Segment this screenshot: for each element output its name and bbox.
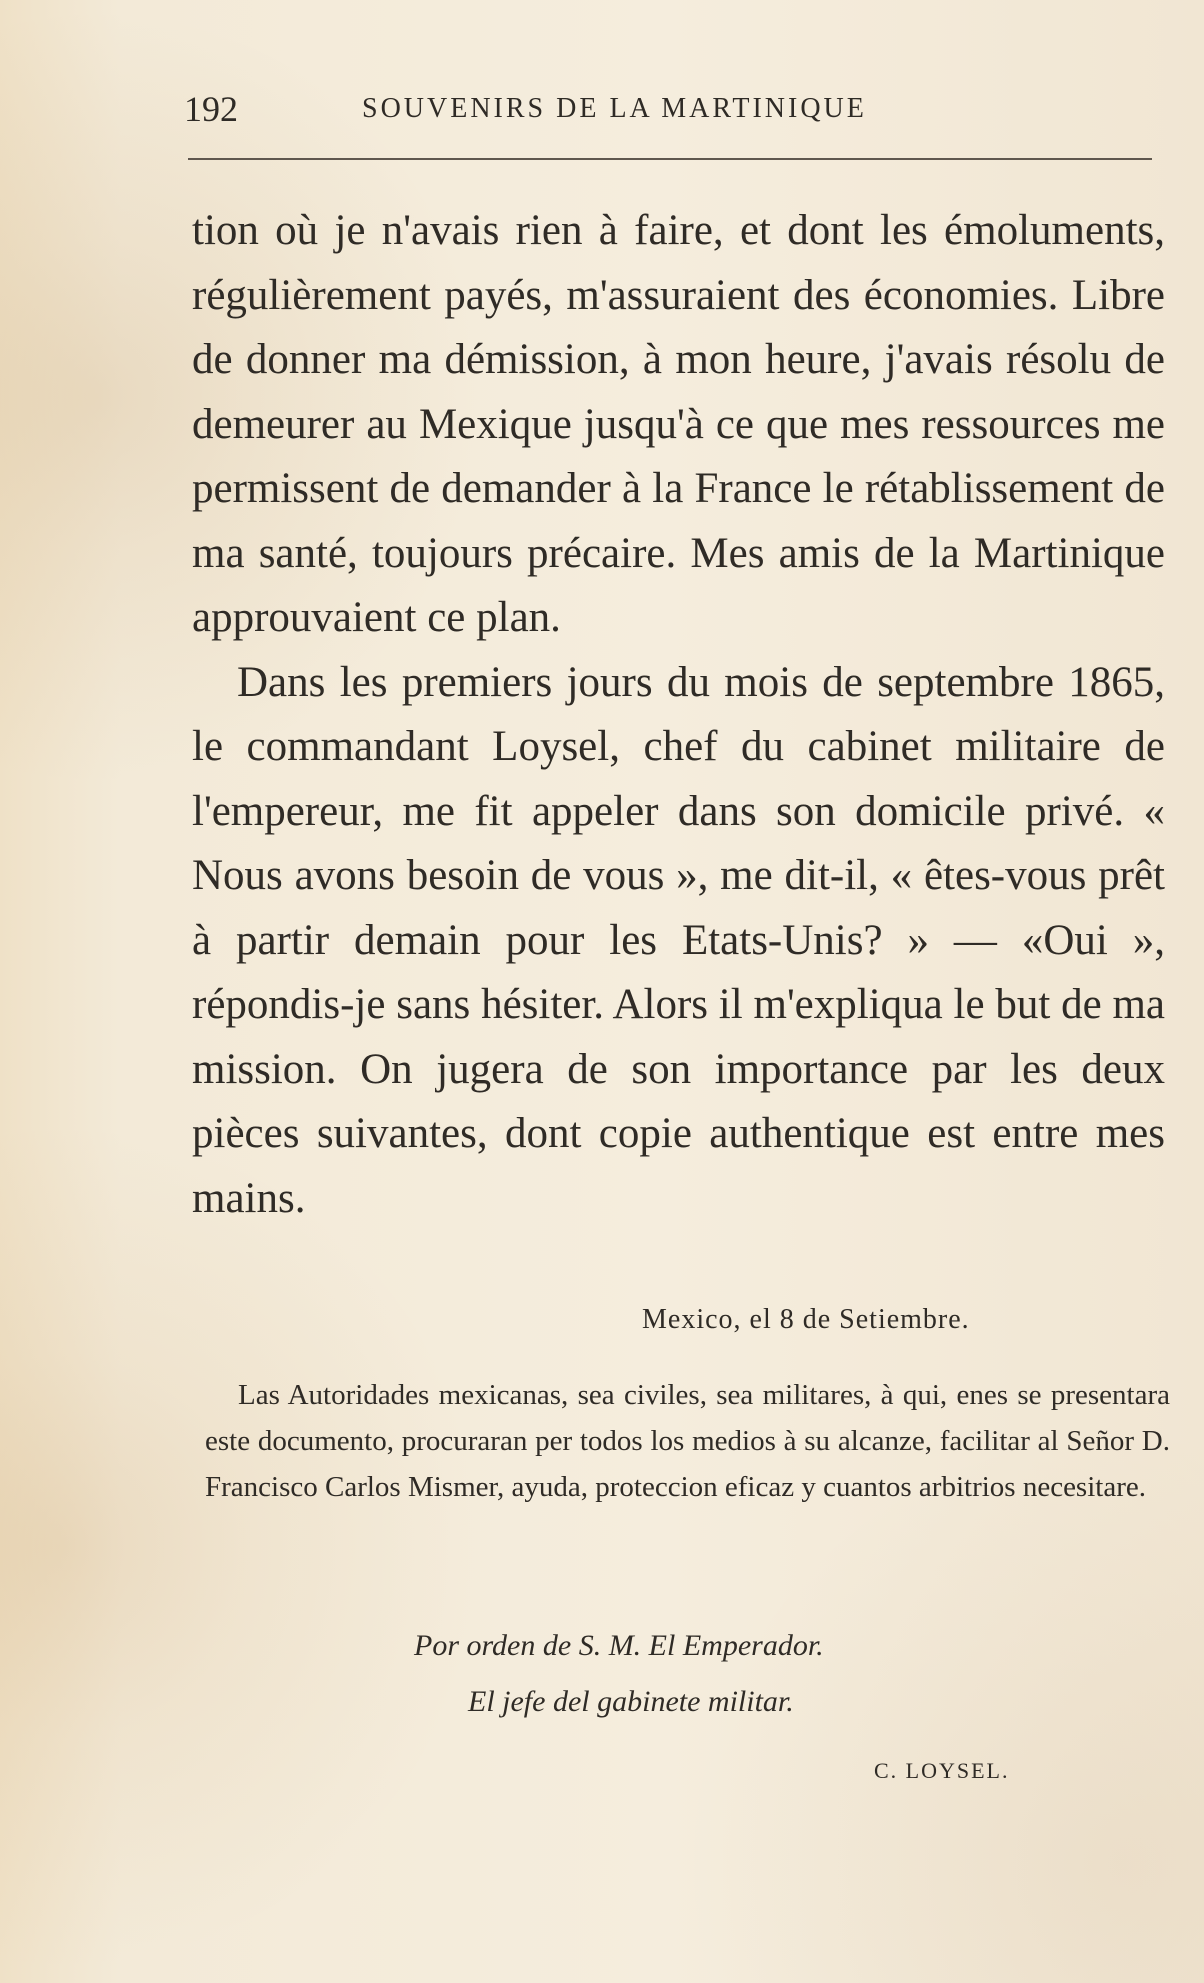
- signature-line-2: El jefe del gabinete militar.: [468, 1685, 794, 1718]
- header-rule: [188, 158, 1152, 160]
- document-text-block: [205, 1372, 1170, 1510]
- main-text: [192, 199, 1165, 1231]
- signer-name: C. LOYSEL.: [874, 1758, 1010, 1783]
- signature-line-1: Por orden de S. M. El Emperador.: [414, 1629, 824, 1662]
- document-paragraph: Las Autoridades mexicanas, sea civiles, sea militares, à qui, enes se presentara este documento, procuraran per todos los medios à su alcanze, facilitar al Señor D. Francisco Carlos Mismer, ayuda, proteccion eficaz y cuantos arbitrios necesitare.: [205, 1379, 1170, 1503]
- page-number: 192: [184, 89, 238, 129]
- paragraph-1: tion où je n'avais rien à faire, et dont les émoluments, régulièrement payés, m'assuraient des économies. Libre de donner ma démission, à mon heure, j'avais résolu de demeurer au Mexique jusqu'à ce que mes ressources me permissent de demander à la France le rétablissement de ma santé, toujours précaire. Mes amis de la Martinique approuvaient ce plan.: [192, 207, 1165, 641]
- page-header: [184, 88, 1152, 130]
- paragraph-2: Dans les premiers jours du mois de septembre 1865, le commandant Loysel, chef du cabinet militaire de l'empereur, me fit appeler dans son domicile privé. « Nous avons besoin de vous », me dit-il, « êtes-vous prêt à partir demain pour les Etats-Unis? » — «Oui », répondis-je sans hésiter. Alors il m'expliqua le but de ma mission. On jugera de son importance par les deux pièces suivantes, dont copie authentique est entre mes mains.: [192, 658, 1165, 1222]
- document-date: Mexico, el 8 de Setiembre.: [642, 1304, 970, 1335]
- running-title: SOUVENIRS DE LA MARTINIQUE: [362, 93, 867, 124]
